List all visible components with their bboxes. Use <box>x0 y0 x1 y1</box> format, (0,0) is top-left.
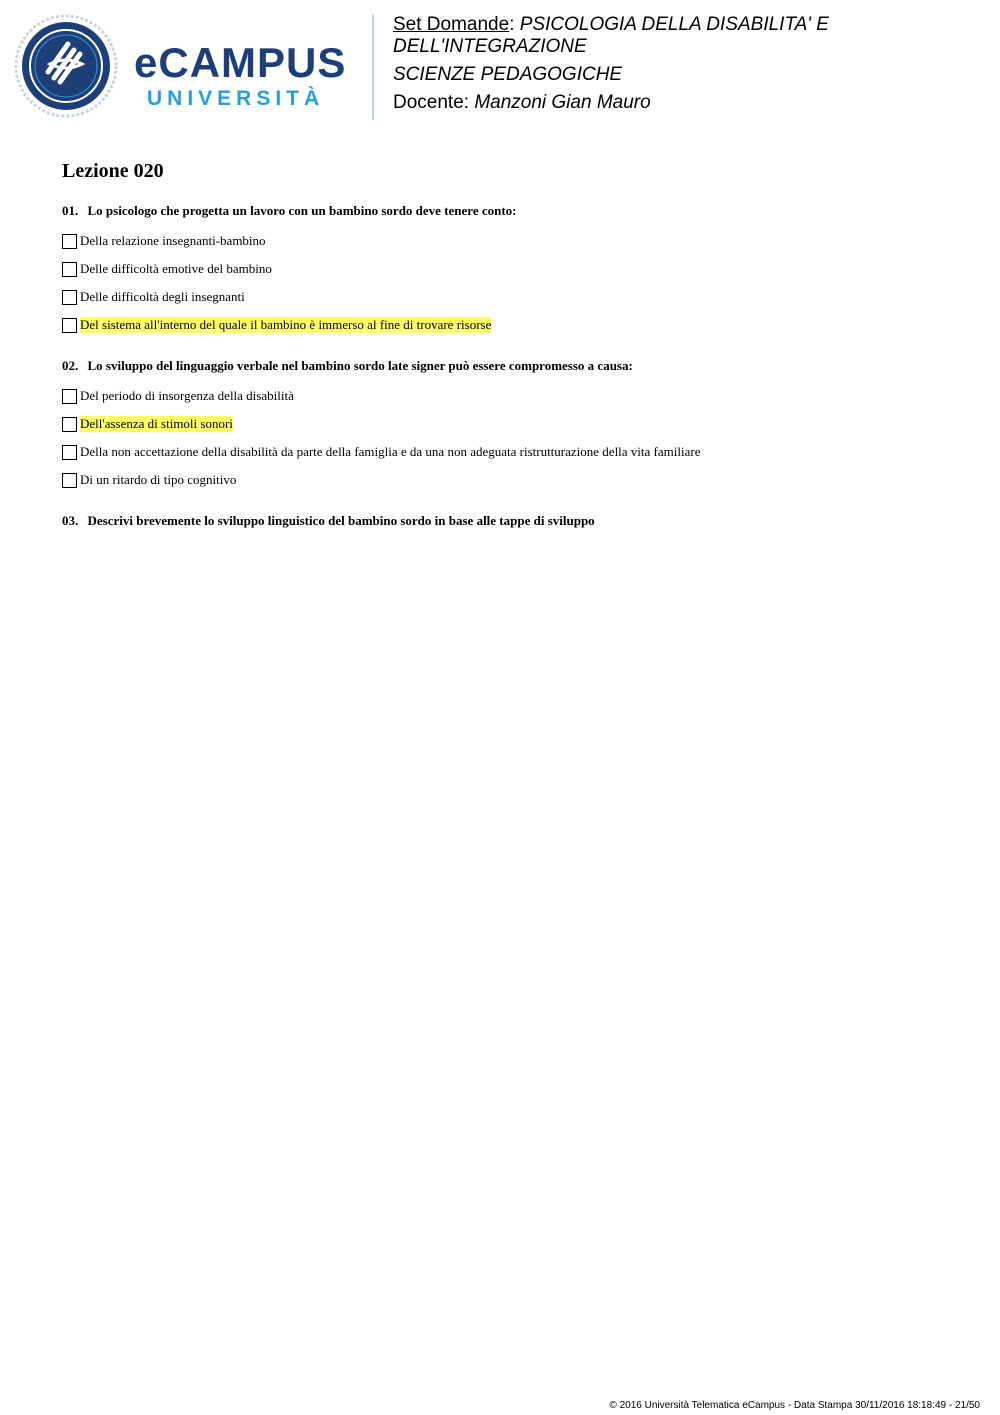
answer-text: Della relazione insegnanti-bambino <box>80 233 266 248</box>
ecampus-seal-icon <box>14 14 118 118</box>
answer-checkbox[interactable] <box>62 473 77 488</box>
question-title <box>62 512 962 530</box>
answer-checkbox[interactable] <box>62 417 77 432</box>
answer-text: Della non accettazione della disabilità da parte della famiglia e da una non adeguata ristrutturazione della vita familiare <box>80 444 701 459</box>
question-title <box>62 357 962 375</box>
answer-option[interactable] <box>62 382 962 410</box>
answer-option[interactable] <box>62 438 962 466</box>
answer-text: Delle difficoltà degli insegnanti <box>80 289 245 304</box>
answer-text: Del periodo di insorgenza della disabilità <box>80 388 294 403</box>
question-3 <box>62 512 962 530</box>
set-title-line: Set Domande: PSICOLOGIA DELLA DISABILITA' E <box>393 14 829 35</box>
logo-universita-text: UNIVERSITÀ <box>147 87 325 110</box>
header-info <box>393 14 953 120</box>
set-title-line1: PSICOLOGIA DELLA DISABILITA' E <box>519 14 829 35</box>
answer-text: Delle difficoltà emotive del bambino <box>80 261 272 276</box>
question-list <box>62 202 962 548</box>
teacher-label: Docente: <box>393 92 470 113</box>
ecampus-logo <box>14 14 359 118</box>
course-name: SCIENZE PEDAGOGICHE <box>393 64 623 85</box>
question-number: 01. <box>62 203 79 218</box>
set-title-line2: DELL'INTEGRAZIONE <box>393 36 587 57</box>
page-footer: © 2016 Università Telematica eCampus - Data Stampa 30/11/2016 18:18:49 - 21/50 <box>609 1400 980 1411</box>
question-text: Descrivi brevemente lo sviluppo linguistico del bambino sordo in base alle tappe di sviluppo <box>87 513 595 528</box>
answer-checkbox[interactable] <box>62 389 77 404</box>
set-label: Set Domande <box>393 14 510 35</box>
question-text: Lo psicologo che progetta un lavoro con un bambino sordo deve tenere conto: <box>87 203 517 218</box>
answer-checkbox[interactable] <box>62 262 77 277</box>
answer-text-highlighted: Del sistema all'interno del quale il bambino è immerso al fine di trovare risorse <box>80 317 492 332</box>
answer-checkbox[interactable] <box>62 318 77 333</box>
answer-option-correct[interactable] <box>62 311 962 339</box>
question-number: 03. <box>62 513 79 528</box>
teacher-name: Manzoni Gian Mauro <box>474 92 651 113</box>
answer-option-correct[interactable] <box>62 410 962 438</box>
answer-checkbox[interactable] <box>62 290 77 305</box>
answer-option[interactable] <box>62 466 962 494</box>
question-number: 02. <box>62 358 79 373</box>
answer-option[interactable] <box>62 283 962 311</box>
teacher-line <box>393 92 953 114</box>
logo-ecampus-text: eCAMPUS <box>134 39 347 86</box>
question-title <box>62 202 962 220</box>
answer-text-highlighted: Dell'assenza di stimoli sonori <box>80 416 233 431</box>
answer-checkbox[interactable] <box>62 234 77 249</box>
answer-option[interactable] <box>62 255 962 283</box>
answer-checkbox[interactable] <box>62 445 77 460</box>
question-text: Lo sviluppo del linguaggio verbale nel bambino sordo late signer può essere compromesso a causa: <box>87 358 633 373</box>
question-2 <box>62 357 962 494</box>
header-divider <box>372 14 374 120</box>
answer-option[interactable] <box>62 227 962 255</box>
logo-wordmark <box>134 39 347 110</box>
question-1 <box>62 202 962 339</box>
lesson-title: Lezione 020 <box>62 160 164 182</box>
answer-text: Di un ritardo di tipo cognitivo <box>80 472 237 487</box>
